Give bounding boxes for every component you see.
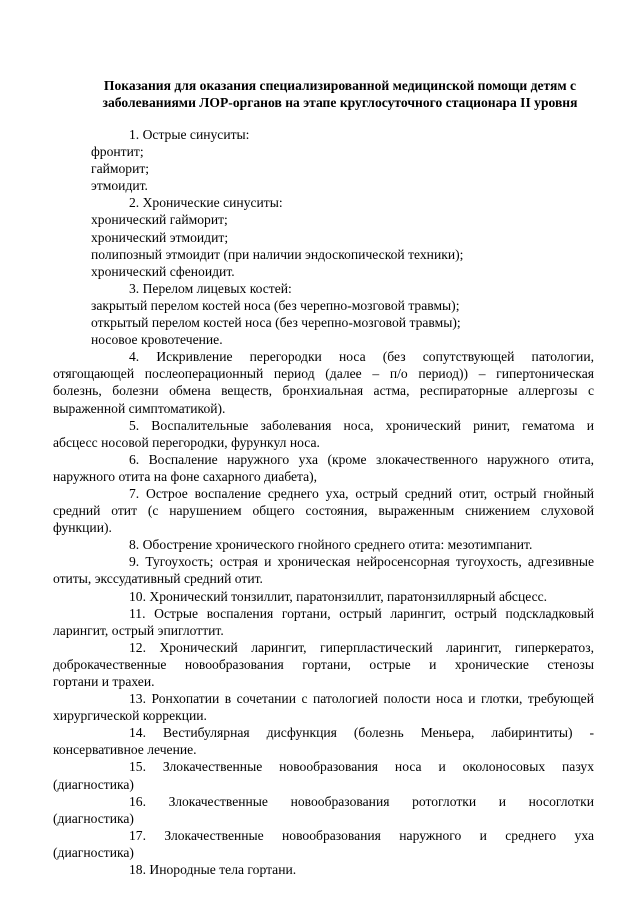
item-7-line-1: 7. Острое воспаление среднего уха, острый средний отит, острый гнойный xyxy=(129,485,594,501)
item-14-line-1: 14. Вестибулярная дисфункция (болезнь Меньера, лабиринтиты) - xyxy=(129,725,594,741)
item-2-heading: 2. Хронические синуситы: xyxy=(129,195,283,211)
item-4-line-3: болезнь, болезни обмена веществ, бронхиальная астма, респираторные аллергозы с xyxy=(53,383,594,399)
item-12-line-2: доброкачественные новообразования гортани, острые и хронические стенозы xyxy=(53,656,594,672)
item-9-line-2: отиты, экссудативный средний отит. xyxy=(53,571,263,587)
item-18 xyxy=(53,861,594,878)
item-8-line-1: 8. Обострение хронического гнойного среднего отита: мезотимпанит. xyxy=(129,537,533,553)
item-6 xyxy=(53,451,594,485)
item-3-heading: 3. Перелом лицевых костей: xyxy=(129,280,292,296)
item-12 xyxy=(53,639,594,690)
item-4 xyxy=(53,348,594,416)
item-16 xyxy=(53,793,594,827)
item-1-sub-sinusitis: гайморит; xyxy=(91,161,150,177)
item-11 xyxy=(53,605,594,639)
document-title xyxy=(80,77,600,111)
item-1-heading: 1. Острые синуситы: xyxy=(129,127,250,142)
item-12-line-3: гортани и трахеи. xyxy=(53,674,155,689)
item-3-sub-3: носовое кровотечение. xyxy=(91,332,223,348)
item-13-line-1: 13. Ронхопатии в сочетании с патологией полости носа и глотки, требующей xyxy=(129,691,594,707)
item-6-line-2: наружного отита на фоне сахарного диабета), xyxy=(53,468,318,484)
item-4-line-4: выраженной симптоматикой). xyxy=(53,400,226,416)
item-16-line-2: (диагностика) xyxy=(53,810,134,826)
item-17 xyxy=(53,827,594,861)
item-18-line-1: 18. Инородные тела гортани. xyxy=(129,862,297,878)
item-5-line-1: 5. Воспалительные заболевания носа, хронический ринит, гематома и xyxy=(129,417,594,433)
document-body xyxy=(53,126,594,878)
item-8 xyxy=(53,536,594,553)
item-7-line-3: функции). xyxy=(53,520,112,536)
item-17-line-1: 17. Злокачественные новообразования наружного и среднего уха xyxy=(129,827,594,843)
item-7 xyxy=(53,485,594,536)
item-1-sub-frontitis: фронтит; xyxy=(91,144,144,160)
item-15 xyxy=(53,758,594,792)
item-11-line-2: ларингит, острый эпиглоттит. xyxy=(53,622,224,638)
title-line-2: заболеваниями ЛОР-органов на этапе круглосуточного стационара II уровня xyxy=(102,95,578,110)
item-4-line-1: 4. Искривление перегородки носа (без сопутствующей патологии, xyxy=(129,349,594,365)
item-2-sub-4: хронический сфеноидит. xyxy=(91,263,235,279)
item-16-line-1: 16. Злокачественные новообразования ротоглотки и носоглотки xyxy=(129,793,594,809)
item-10-line-1: 10. Хронический тонзиллит, паратонзиллит, паратонзиллярный абсцесс. xyxy=(129,588,548,604)
item-9 xyxy=(53,553,594,587)
item-5-line-2: абсцесс носовой перегородки, фурункул носа. xyxy=(53,434,320,450)
item-2-sub-2: хронический этмоидит; xyxy=(91,229,229,245)
item-6-line-1: 6. Воспаление наружного уха (кроме злокачественного наружного отита, xyxy=(129,451,594,467)
title-line-1: Показания для оказания специализированной медицинской помощи детям с xyxy=(103,78,577,93)
item-13 xyxy=(53,690,594,724)
item-2-sub-3: полипозный этмоидит (при наличии эндоскопической техники); xyxy=(91,246,464,262)
item-14-line-2: консервативное лечение. xyxy=(53,742,197,758)
item-11-line-1: 11. Острые воспаления гортани, острый ларингит, острый подскладковый xyxy=(129,605,594,621)
item-12-line-1: 12. Хронический ларингит, гиперпластический ларингит, гиперкератоз, xyxy=(129,639,594,655)
item-3-sub-2: открытый перелом костей носа (без черепно-мозговой травмы); xyxy=(91,315,461,331)
item-7-line-2: средний отит (с нарушением общего состояния, выраженным снижением слуховой xyxy=(53,503,594,519)
item-10 xyxy=(53,588,594,605)
item-17-line-2: (диагностика) xyxy=(53,844,134,860)
item-13-line-2: хирургической коррекции. xyxy=(53,708,207,724)
item-5 xyxy=(53,417,594,451)
item-14 xyxy=(53,724,594,758)
item-9-line-1: 9. Тугоухость; острая и хроническая нейросенсорная тугоухость, адгезивные xyxy=(129,554,594,570)
item-2-sub-1: хронический гайморит; xyxy=(91,212,228,228)
item-15-line-1: 15. Злокачественные новообразования носа и околоносовых пазух xyxy=(129,759,594,775)
item-3-sub-1: закрытый перелом костей носа (без черепно-мозговой травмы); xyxy=(91,297,460,313)
item-1-sub-ethmoiditis: этмоидит. xyxy=(91,178,148,194)
item-15-line-2: (диагностика) xyxy=(53,776,134,792)
item-4-line-2: отягощающей послеоперационный период (далее – п/о период)) – гипертоническая xyxy=(53,366,594,382)
